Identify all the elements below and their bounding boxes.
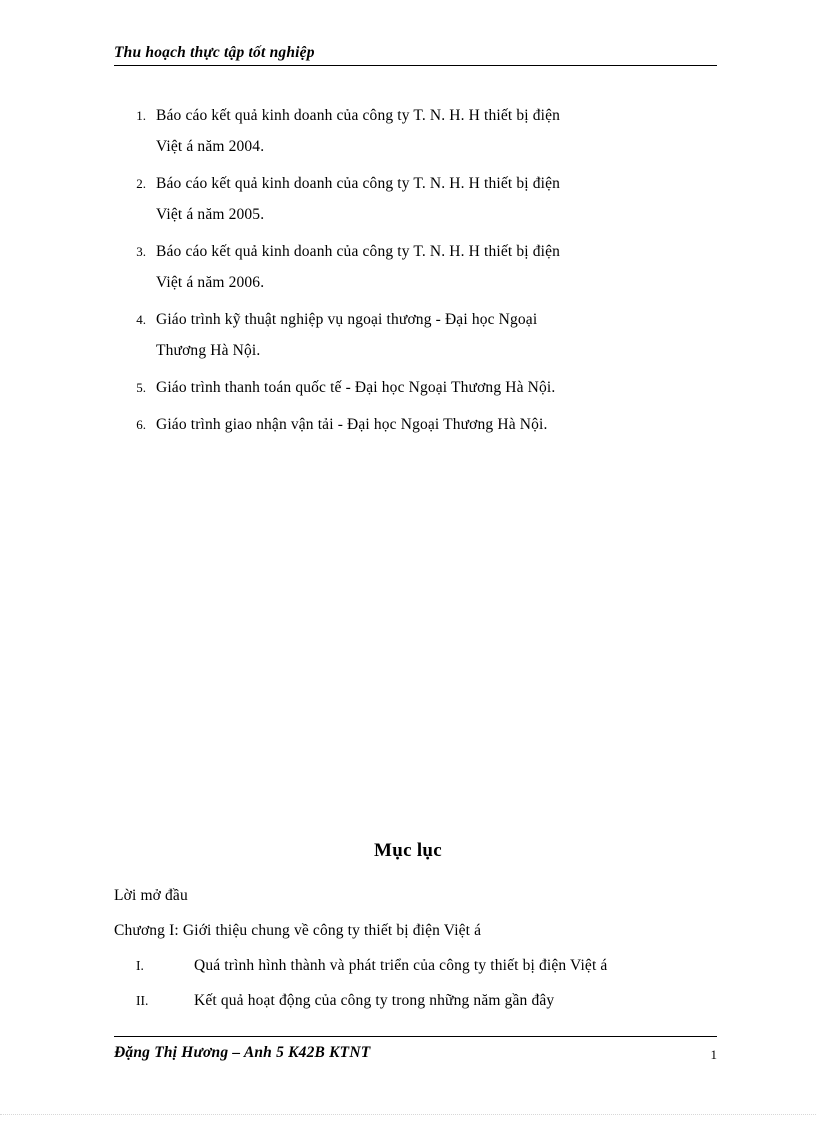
- list-item-line2: Việt á năm 2004.: [156, 138, 265, 155]
- page-footer: [114, 1036, 717, 1063]
- list-item-line2: Việt á năm 2006.: [156, 274, 265, 291]
- list-item-line1: Báo cáo kết quả kinh doanh của công ty T. N. H. H thiết bị điện: [156, 243, 561, 260]
- list-item: [114, 168, 724, 230]
- list-item-number: 2.: [136, 176, 146, 191]
- list-item-number: 6.: [136, 417, 146, 432]
- scan-edge-line: [0, 1114, 816, 1115]
- list-item: [114, 304, 724, 366]
- list-item-text: [156, 372, 724, 403]
- list-item-line1: Giáo trình thanh toán quốc tế - Đại học Ngoại Thương Hà Nội.: [156, 379, 556, 396]
- list-item-text: [156, 100, 724, 162]
- footer-row: [114, 1037, 717, 1063]
- list-item-line2: Thương Hà Nội.: [156, 342, 261, 359]
- toc-entry-chapter-1: Chương I: Giới thiệu chung về công ty thiết bị điện Việt á: [114, 922, 482, 939]
- list-item-number: 5.: [136, 380, 146, 395]
- toc-subentry-number: I.: [136, 958, 144, 973]
- header-divider: [114, 65, 717, 66]
- toc-entry-preface: Lời mở đầu: [114, 887, 188, 904]
- toc-subentry-number: II.: [136, 993, 149, 1008]
- list-item-number: 1.: [136, 108, 146, 123]
- page-number: 1: [710, 1047, 717, 1062]
- footer-author: Đặng Thị Hương – Anh 5 K42B KTNT: [114, 1044, 371, 1061]
- list-item-number: 3.: [136, 244, 146, 259]
- list-item-text: [156, 236, 724, 298]
- list-item-text: [156, 304, 724, 366]
- toc-subentry-text: Kết quả hoạt động của công ty trong những năm gần đây: [194, 992, 555, 1009]
- toc-heading: Mục lục: [373, 840, 443, 861]
- table-of-contents: [114, 878, 724, 1018]
- list-item: [114, 372, 724, 403]
- header-title: Thu hoạch thực tập tốt nghiệp: [114, 44, 315, 61]
- list-item: [114, 409, 724, 440]
- page-header: [114, 44, 717, 66]
- list-item: [114, 236, 724, 298]
- toc-subentry-text: Quá trình hình thành và phát triển của công ty thiết bị điện Việt á: [194, 957, 608, 974]
- list-item-line1: Báo cáo kết quả kinh doanh của công ty T. N. H. H thiết bị điện: [156, 175, 561, 192]
- toc-subentry: [114, 948, 724, 983]
- list-item-text: [156, 168, 724, 230]
- list-item-line1: Giáo trình giao nhận vận tải - Đại học Ngoại Thương Hà Nội.: [156, 416, 548, 433]
- list-item-line2: Việt á năm 2005.: [156, 206, 265, 223]
- list-item-line1: Báo cáo kết quả kinh doanh của công ty T. N. H. H thiết bị điện: [156, 107, 561, 124]
- toc-subentry: [114, 983, 724, 1018]
- list-item-text: [156, 409, 724, 440]
- list-item: [114, 100, 724, 162]
- reference-list: [114, 100, 724, 446]
- list-item-number: 4.: [136, 312, 146, 327]
- list-item-line1: Giáo trình kỹ thuật nghiệp vụ ngoại thương - Đại học Ngoại: [156, 311, 538, 328]
